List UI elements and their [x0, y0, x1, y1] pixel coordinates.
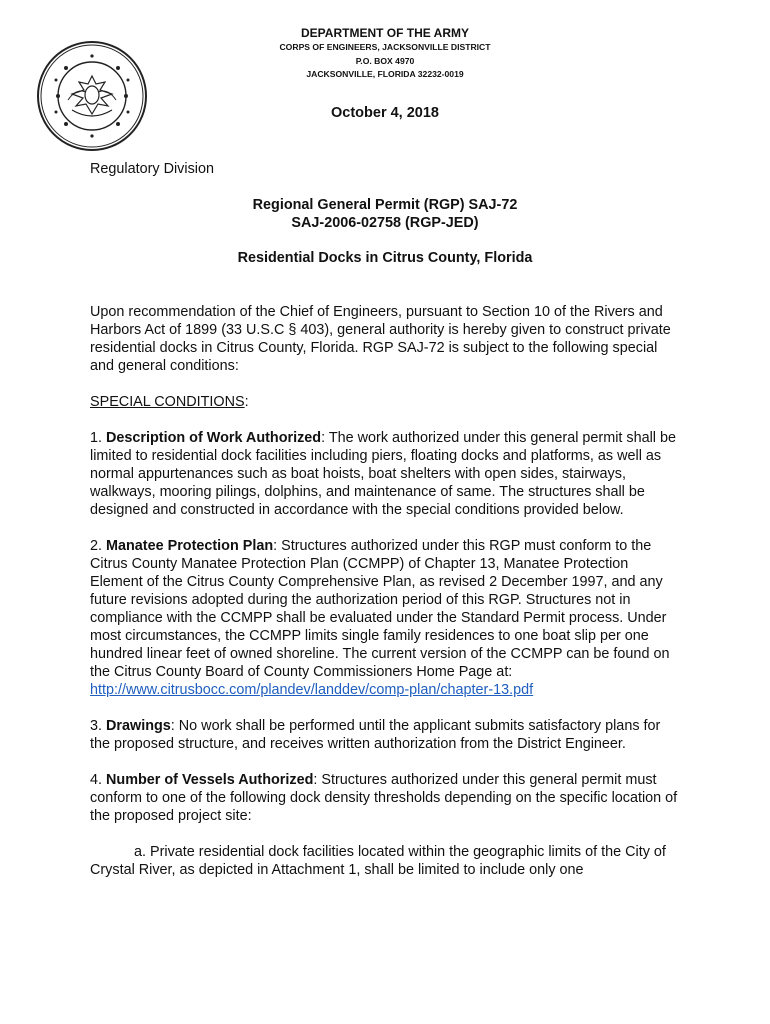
permit-number: SAJ-2006-02758 (RGP-JED) [291, 215, 479, 231]
condition-4-number: 4. [90, 772, 103, 788]
letterhead [200, 26, 570, 82]
document-body [90, 160, 680, 879]
permit-subtitle: Residential Docks in Citrus County, Florida [237, 250, 533, 266]
condition-4a: a. Private residential dock facilities located within the geographic limits of the City of Crystal River, as depicted in Attachment 1, shall be limited to include only one [90, 844, 666, 878]
condition-3-number: 3. [90, 718, 103, 734]
condition-3-text: : No work shall be performed until the applicant submits satisfactory plans for the proposed structure, and receives written authorization from the District Engineer. [90, 718, 661, 752]
condition-4-text: : Structures authorized under this general permit must conform to one of the following dock density thresholds depending on the specific location of the proposed project site: [90, 772, 678, 824]
intro-paragraph: Upon recommendation of the Chief of Engineers, pursuant to Section 10 of the Rivers and Harbors Act of 1899 (33 U.S.C § 403), general authority is hereby given to construct private residential docks in Citrus County, Florida. RGP SAJ-72 is subject to the following special and general conditions: [90, 304, 671, 374]
condition-2-title: Manatee Protection Plan [106, 538, 274, 554]
dod-seal-graphic [36, 40, 148, 152]
condition-1-title: Description of Work Authorized [106, 430, 322, 446]
city-address: JACKSONVILLE, FLORIDA 32232-0019 [306, 69, 464, 80]
district-name: CORPS OF ENGINEERS, JACKSONVILLE DISTRICT [279, 42, 491, 52]
condition-2 [90, 537, 680, 699]
permit-title: Regional General Permit (RGP) SAJ-72 [252, 197, 518, 213]
special-conditions-heading-colon: : [244, 394, 249, 410]
condition-1-text: : The work authorized under this general permit shall be limited to residential dock facilities including piers, floating docks and platforms, as well as normal appurtenances such as boat hoists, boat shelters with open sides, stairways, walkways, mooring pilings, dolphins, and maintenance of same. The structures shall be designed and constructed in accordance with the special conditions provided below. [90, 430, 676, 518]
condition-2-number: 2. [90, 538, 103, 554]
condition-3 [90, 717, 680, 753]
condition-4-title: Number of Vessels Authorized [106, 772, 314, 788]
department-name: DEPARTMENT OF THE ARMY [301, 26, 469, 40]
division-name: Regulatory Division [90, 161, 214, 177]
dod-seal [36, 40, 148, 152]
condition-2-text: : Structures authorized under this RGP must conform to the Citrus County Manatee Protection Plan (CCMPP) of Chapter 13, Manatee Protection Element of the Citrus County Comprehensive Plan, as revised 2 December 1997, and any future revisions adopted during the authorization period of this RGP. Structures not in compliance with the CCMPP shall be evaluated under the Standard Permit process. Under most circumstances, the CCMPP limits single family residences to one boat slip per one hundred linear feet of owned shoreline. The current version of the CCMPP can be found on the Citrus County Board of County Commissioners Home Page at: [90, 538, 670, 680]
special-conditions-heading-text: SPECIAL CONDITIONS [90, 394, 245, 410]
letter-date: October 4, 2018 [331, 105, 439, 121]
condition-1 [90, 429, 680, 519]
condition-3-title: Drawings [106, 718, 171, 734]
condition-4 [90, 771, 680, 825]
po-box: P.O. BOX 4970 [355, 55, 415, 66]
condition-1-number: 1. [90, 430, 103, 446]
ccmpp-link[interactable]: http://www.citrusbocc.com/plandev/landdev/comp-plan/chapter-13.pdf [90, 682, 534, 698]
special-conditions-heading [90, 393, 680, 411]
